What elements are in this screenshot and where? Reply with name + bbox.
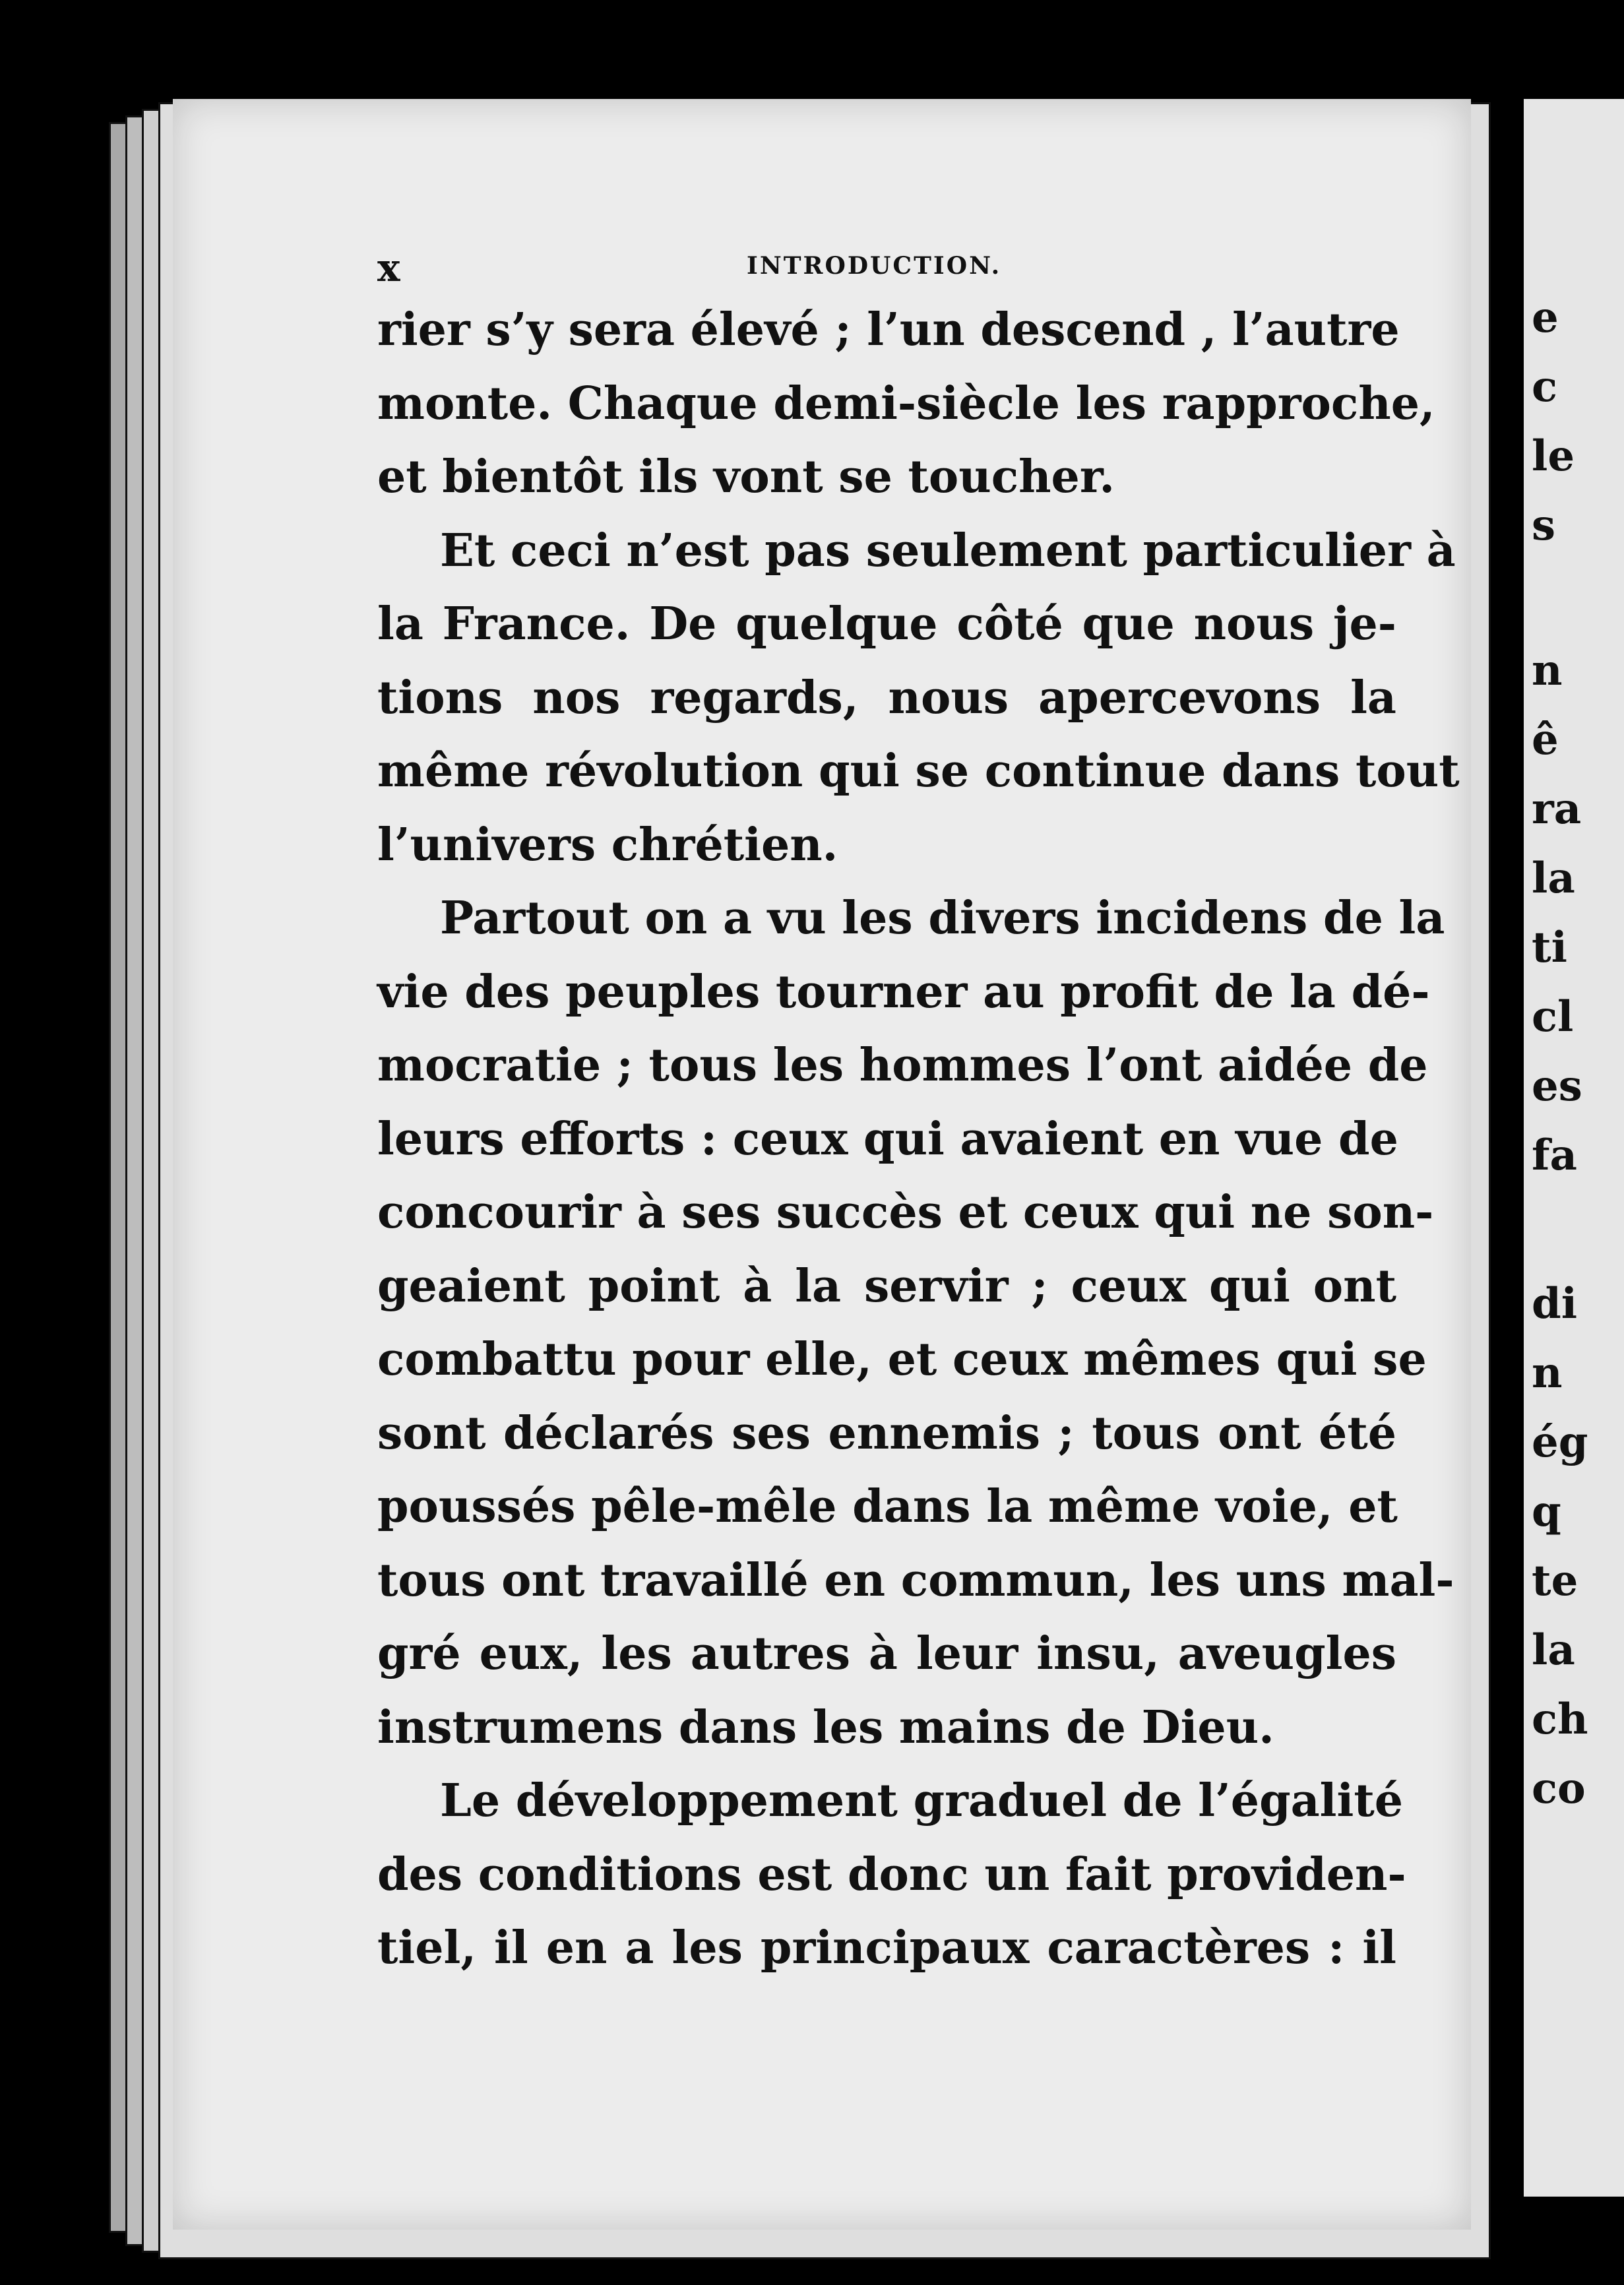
text-line: Partout on a vu les divers incidens de la [440, 892, 1445, 945]
text-line: l’univers chrétien. [377, 818, 838, 871]
text-line: et bientôt ils vont se toucher. [377, 451, 1115, 503]
facing-page-fragment: la [1532, 1625, 1575, 1675]
text-line: monte. Chaque demi-siècle les rapproche, [377, 377, 1435, 430]
text-line: tous ont travaillé en commun, les uns mal- [377, 1553, 1454, 1607]
facing-page-fragment: ti [1532, 923, 1567, 972]
facing-page-fragment: te [1532, 1556, 1578, 1606]
facing-page-fragment: le [1532, 431, 1575, 481]
facing-page-fragment: la [1532, 854, 1575, 903]
facing-page-fragment: cl [1532, 992, 1574, 1042]
text-line: tiel, il en a les principaux caractères : il [377, 1922, 1396, 1974]
running-head: INTRODUCTION. [747, 252, 1002, 280]
body-text [377, 294, 1460, 1986]
facing-page-fragment: fa [1532, 1131, 1577, 1180]
page-number: x [377, 245, 400, 290]
facing-page-fragment: ég [1532, 1418, 1588, 1467]
facing-page-fragment: c [1532, 362, 1557, 412]
text-line: Et ceci n’est pas seulement particulier à [440, 524, 1456, 577]
facing-page-fragment: e [1532, 293, 1559, 342]
text-line: rier s’y sera élevé ; l’un descend , l’autre [377, 303, 1400, 356]
text-line: sont déclarés ses ennemis ; tous ont été [377, 1406, 1396, 1460]
text-line: vie des peuples tourner au profit de la dé- [377, 965, 1430, 1018]
text-line: des conditions est donc un fait providen- [377, 1848, 1406, 1901]
facing-page-fragment: es [1532, 1061, 1582, 1111]
text-line: gré eux, les autres à leur insu, aveugles [377, 1627, 1396, 1680]
facing-page-fragment: ch [1532, 1695, 1588, 1744]
text-line: mocratie ; tous les hommes l’ont aidée de [377, 1039, 1428, 1092]
text-line: concourir à ses succès et ceux qui ne son- [377, 1186, 1434, 1239]
text-line: leurs efforts : ceux qui avaient en vue de [377, 1112, 1398, 1166]
text-line: la France. De quelque côté que nous je- [377, 598, 1396, 650]
text-line: geaient point à la servir ; ceux qui ont [377, 1259, 1396, 1313]
facing-page-fragment: co [1532, 1764, 1586, 1813]
text-line: instrumens dans les mains de Dieu. [377, 1701, 1274, 1754]
text-line: même révolution qui se continue dans tout [377, 745, 1460, 798]
facing-page-fragment: s [1532, 501, 1556, 550]
page-header [377, 245, 1387, 290]
facing-page-fragment: di [1532, 1279, 1578, 1329]
text-line: combattu pour elle, et ceux mêmes qui se [377, 1333, 1427, 1386]
text-line: Le développement graduel de l’égalité [440, 1774, 1404, 1827]
text-line: poussés pêle-mêle dans la même voie, et [377, 1480, 1398, 1533]
facing-page-fragment: n [1532, 646, 1563, 695]
facing-page-fragment: n [1532, 1348, 1563, 1398]
facing-page-fragment: q [1532, 1487, 1561, 1536]
facing-page-fragment: ra [1532, 784, 1582, 834]
facing-page-fragment: ê [1532, 715, 1559, 765]
text-line: tions nos regards, nous apercevons la [377, 671, 1396, 724]
